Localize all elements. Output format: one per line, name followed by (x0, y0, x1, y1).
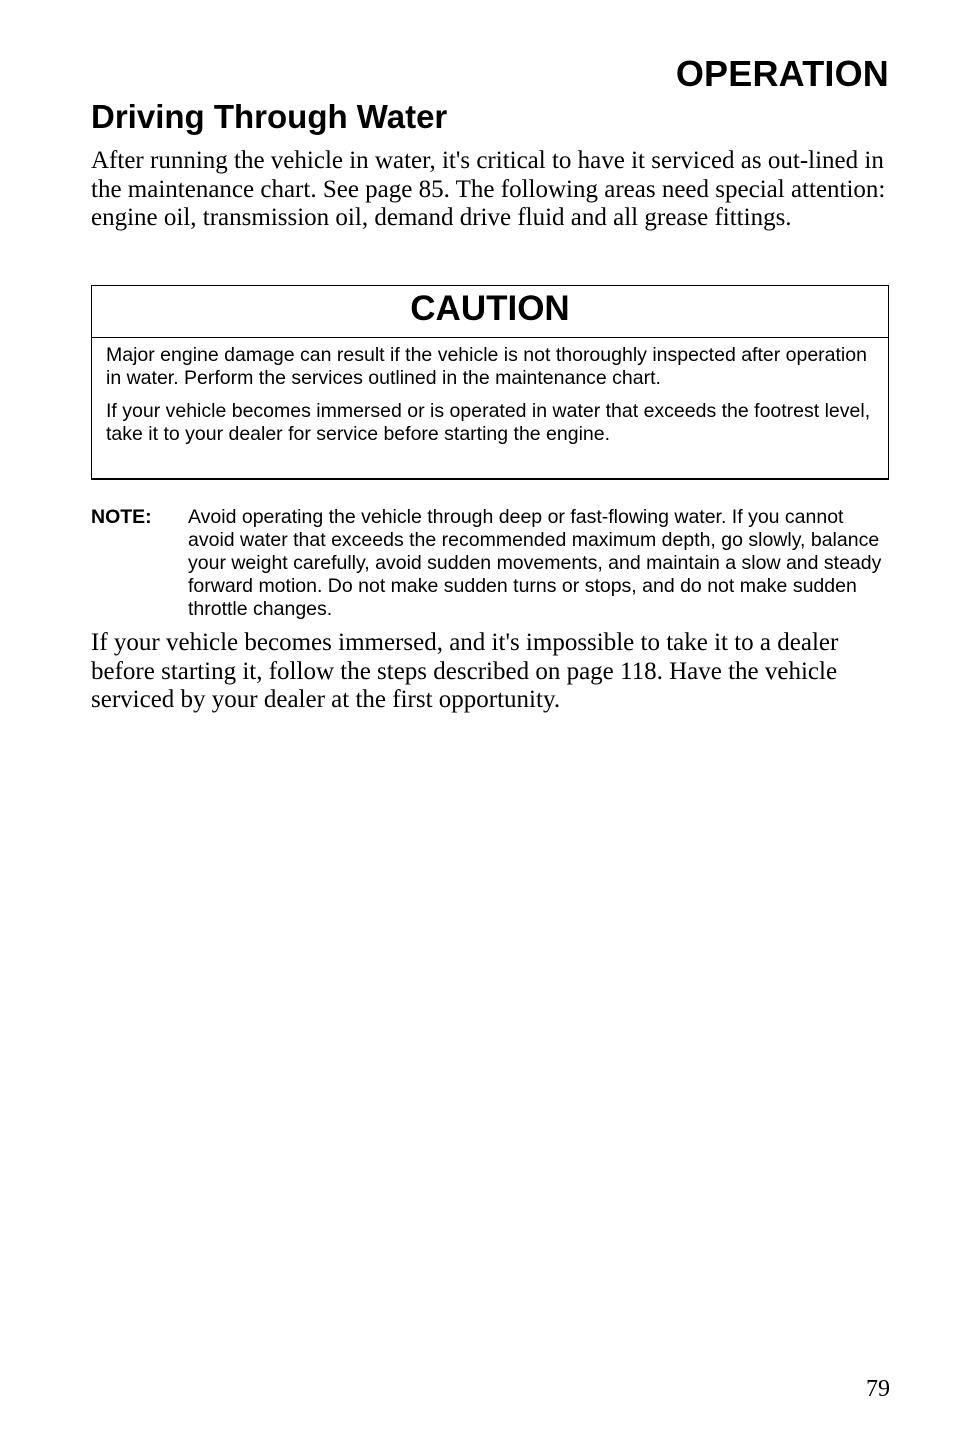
caution-paragraph: Major engine damage can result if the vehicle is not thoroughly inspected after operation in water. Perform the services outlined in the maintenance chart. (106, 344, 867, 389)
intro-paragraph: After running the vehicle in water, it's critical to have it serviced as out-lined in the maintenance chart. See page 85. The following areas need special attention: engine oil, transmission oil, demand drive fluid and all grease fittings. (91, 147, 886, 231)
outro-paragraph: If your vehicle becomes immersed, and it's impossible to take it to a dealer before starting it, follow the steps described on page 118. Have the vehicle serviced by your dealer at the first opportunity. (91, 629, 839, 713)
caution-title: CAUTION (92, 286, 888, 338)
caution-body (92, 338, 888, 446)
note-label: NOTE: (91, 506, 152, 528)
caution-paragraph: If your vehicle becomes immersed or is operated in water that exceeds the footrest level, take it to your dealer for service before starting the engine. (106, 400, 871, 445)
note-text: Avoid operating the vehicle through deep or fast-flowing water. If you cannot avoid water that exceeds the recommended maximum depth, go slowly, balance your weight carefully, avoid sudden movements, and maintain a slow and steady forward motion. Do not make sudden turns or stops, and do not make sudden throttle changes. (188, 506, 882, 620)
caution-box (91, 285, 889, 480)
note (91, 506, 891, 621)
section-header: OPERATION (675, 53, 889, 94)
page-number: 79 (866, 1376, 890, 1402)
page-title: Driving Through Water (91, 98, 448, 135)
